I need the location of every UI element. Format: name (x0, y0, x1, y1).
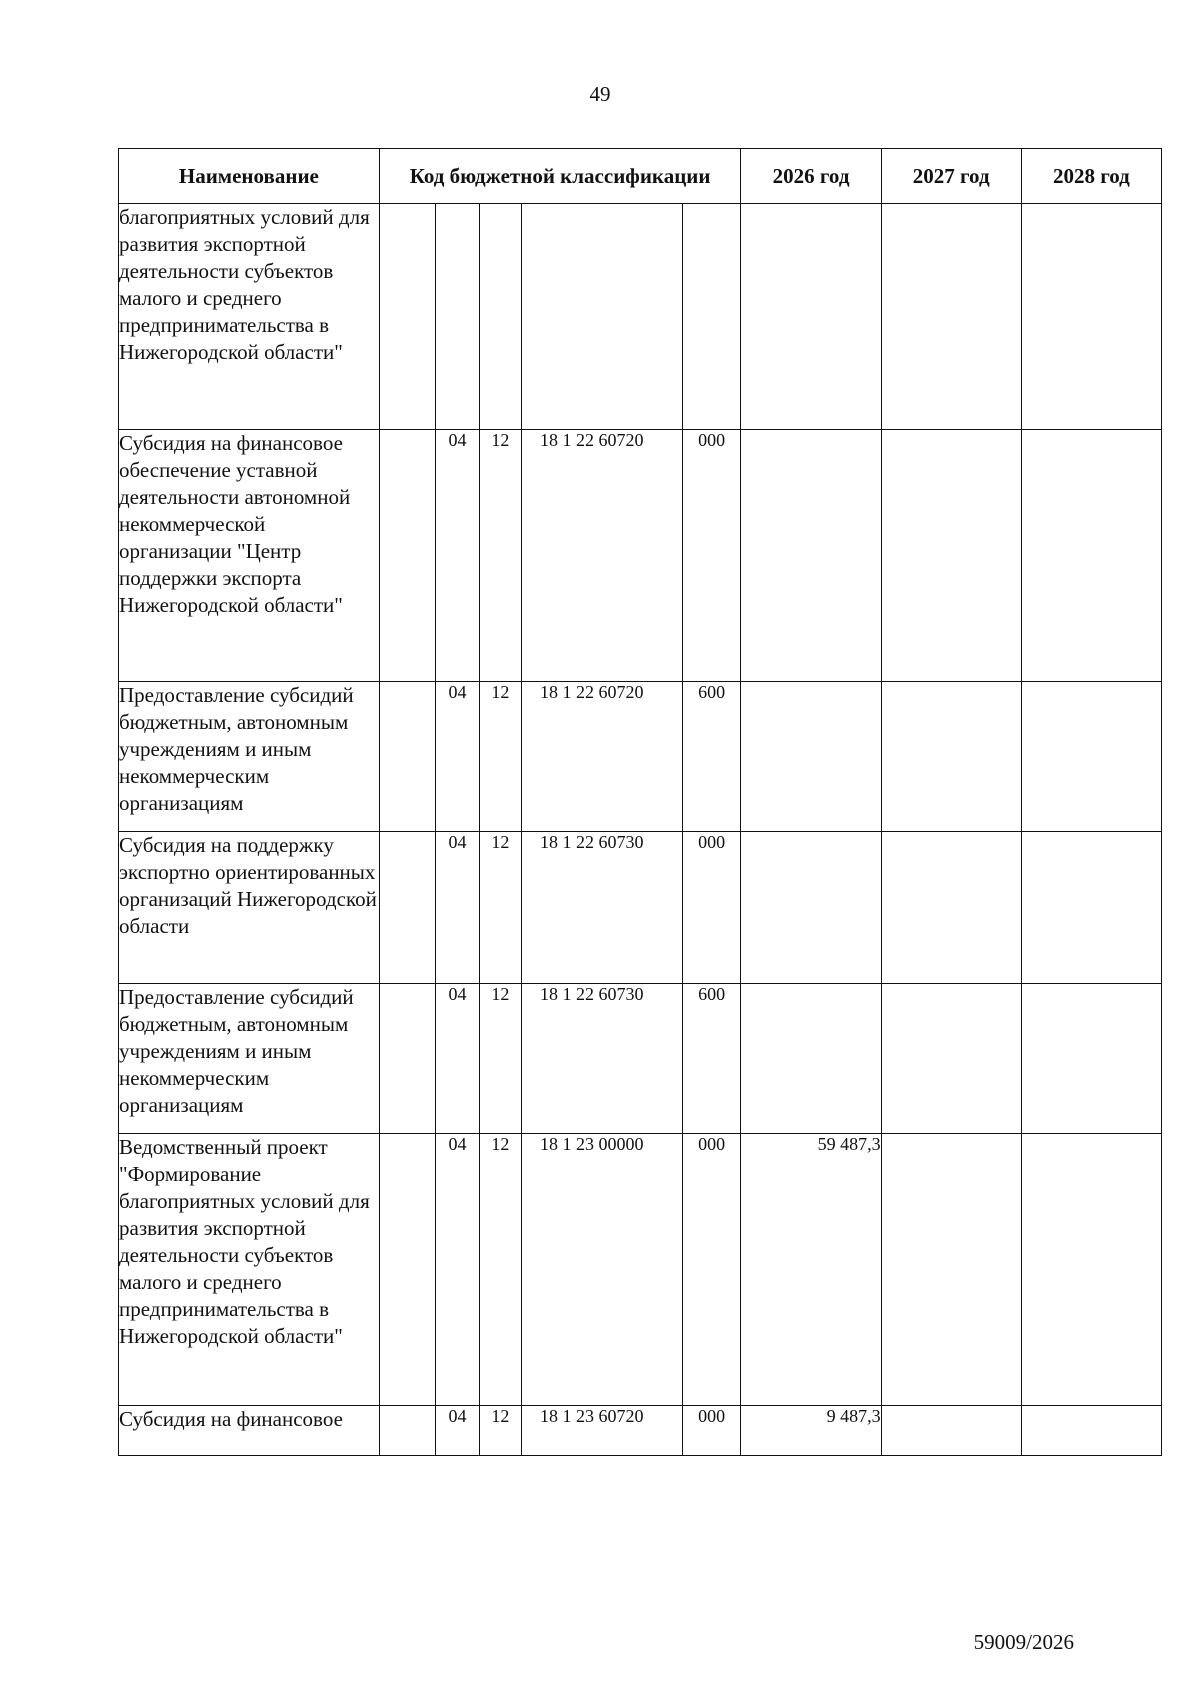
row-2028 (1021, 1134, 1161, 1406)
table-row (119, 1406, 1162, 1456)
row-2028 (1021, 984, 1161, 1134)
row-code-1 (379, 832, 435, 984)
row-2027 (881, 984, 1021, 1134)
row-code-5: 600 (682, 682, 741, 832)
row-name: Ведомственный проект "Формирование благоприятных условий для развития экспортной деятельности субъектов малого и среднего предпринимательства в Нижегородской области" (119, 1134, 380, 1406)
row-code-3: 12 (479, 682, 521, 832)
row-2028 (1021, 204, 1161, 430)
row-code-3: 12 (479, 832, 521, 984)
row-2026: 59 487,3 (741, 1134, 881, 1406)
row-code-3: 12 (479, 430, 521, 682)
row-code-1 (379, 430, 435, 682)
row-name: Предоставление субсидий бюджетным, автономным учреждениям и иным некоммерческим организациям (119, 984, 380, 1134)
row-code-5: 000 (682, 1134, 741, 1406)
row-name: Субсидия на поддержку экспортно ориентированных организаций Нижегородской области (119, 832, 380, 984)
row-code-2 (436, 204, 479, 430)
row-code-1 (379, 1406, 435, 1456)
budget-table (118, 148, 1162, 1456)
row-code-5 (682, 204, 741, 430)
row-name: Предоставление субсидий бюджетным, автономным учреждениям и иным некоммерческим организациям (119, 682, 380, 832)
row-2026: 9 487,3 (741, 1406, 881, 1456)
row-code-2: 04 (436, 1134, 479, 1406)
row-2027 (881, 1406, 1021, 1456)
row-code-3 (479, 204, 521, 430)
row-2027 (881, 430, 1021, 682)
row-code-1 (379, 204, 435, 430)
row-code-4: 18 1 22 60720 (522, 682, 683, 832)
table-row (119, 430, 1162, 682)
row-code-5: 600 (682, 984, 741, 1134)
row-code-5: 000 (682, 1406, 741, 1456)
row-code-2: 04 (436, 832, 479, 984)
row-2026 (741, 832, 881, 984)
row-code-1 (379, 984, 435, 1134)
row-2027 (881, 832, 1021, 984)
page-number: 49 (589, 82, 611, 106)
header-2027: 2027 год (881, 149, 1021, 204)
row-2028 (1021, 832, 1161, 984)
row-name: Субсидия на финансовое обеспечение уставной деятельности автономной некоммерческой организации "Центр поддержки экспорта Нижегородской области" (119, 430, 380, 682)
row-2028 (1021, 682, 1161, 832)
row-code-4: 18 1 23 60720 (522, 1406, 683, 1456)
table-body (119, 204, 1162, 1456)
row-code-3: 12 (479, 984, 521, 1134)
header-2028: 2028 год (1021, 149, 1161, 204)
row-2027 (881, 1134, 1021, 1406)
header-2026: 2026 год (741, 149, 881, 204)
document-number: 59009/2026 (973, 1630, 1074, 1654)
row-code-3: 12 (479, 1406, 521, 1456)
row-name: благоприятных условий для развития экспортной деятельности субъектов малого и среднего предпринимательства в Нижегородской области" (119, 204, 380, 430)
row-2026 (741, 682, 881, 832)
row-code-4: 18 1 22 60730 (522, 984, 683, 1134)
table-header-row (119, 149, 1162, 204)
row-code-2: 04 (436, 984, 479, 1134)
header-name: Наименование (119, 149, 380, 204)
row-2028 (1021, 430, 1161, 682)
row-code-3: 12 (479, 1134, 521, 1406)
row-2027 (881, 204, 1021, 430)
row-code-1 (379, 682, 435, 832)
table-row (119, 832, 1162, 984)
row-code-5: 000 (682, 832, 741, 984)
row-code-1 (379, 1134, 435, 1406)
row-code-2: 04 (436, 1406, 479, 1456)
row-code-4: 18 1 23 00000 (522, 1134, 683, 1406)
row-2028 (1021, 1406, 1161, 1456)
row-2026 (741, 984, 881, 1134)
row-code-5: 000 (682, 430, 741, 682)
table-row (119, 204, 1162, 430)
row-code-4 (522, 204, 683, 430)
header-code: Код бюджетной классификации (379, 149, 741, 204)
row-code-2: 04 (436, 430, 479, 682)
row-2026 (741, 204, 881, 430)
row-code-4: 18 1 22 60720 (522, 430, 683, 682)
table-row (119, 1134, 1162, 1406)
table-row (119, 682, 1162, 832)
row-code-4: 18 1 22 60730 (522, 832, 683, 984)
row-name: Субсидия на финансовое (119, 1406, 380, 1456)
row-code-2: 04 (436, 682, 479, 832)
row-2026 (741, 430, 881, 682)
row-2027 (881, 682, 1021, 832)
table-row (119, 984, 1162, 1134)
